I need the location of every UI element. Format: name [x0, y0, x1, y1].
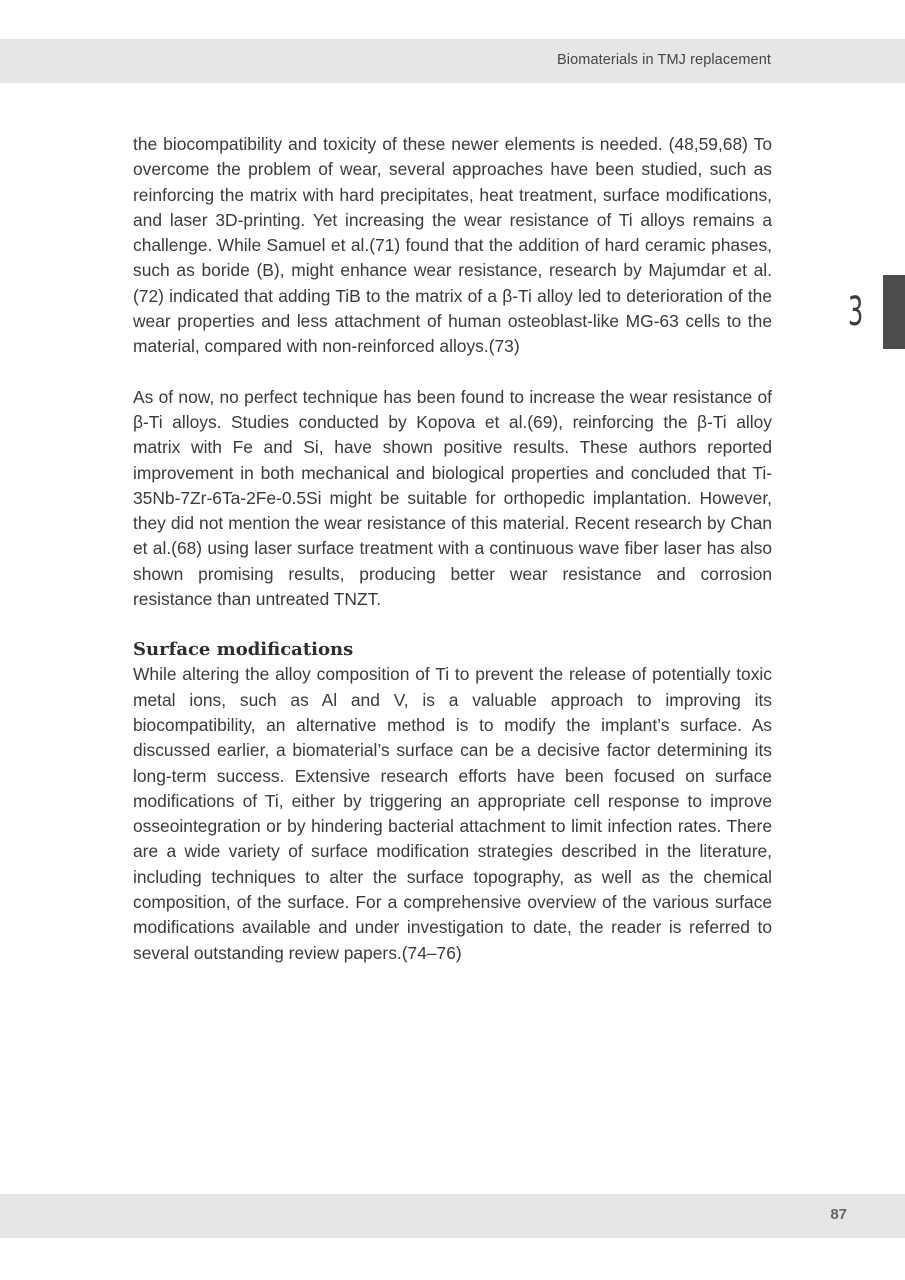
page-number: 87 — [830, 1206, 847, 1223]
section-heading: Surface modifications — [133, 639, 354, 661]
page-footer — [0, 1194, 905, 1238]
body-paragraph: While altering the alloy composition of Ti to prevent the release of potentially toxic metal ions, such as Al and V, is a valuable approach to improving its biocompatibility, an alternative method is to modify the implant’s surface. As discussed earlier, a biomaterial’s surface can be a decisive factor determining its long-term success. Extensive research efforts have been focused on surface modifications of Ti, either by triggering an appropriate cell response to improve osseointegration or by hindering bacterial attachment to limit infection rates. There are a wide variety of surface modification strategies described in the literature, including techniques to alter the surface topography, as well as the chemical composition, of the surface. For a comprehensive overview of the various surface modifications available and under investigation to date, the reader is referred to several outstanding review papers.(74–76) — [133, 664, 772, 963]
body-paragraph: the biocompatibility and toxicity of these newer elements is needed. (48,59,68) To overcome the problem of wear, several approaches have been studied, such as reinforcing the matrix with hard precipitates, heat treatment, surface modifications, and laser 3D-printing. Yet increasing the wear resistance of Ti alloys remains a challenge. While Samuel et al.(71) found that the addition of hard ceramic phases, such as boride (B), might enhance wear resistance, research by Majumdar et al.(72) indicated that adding TiB to the matrix of a β-Ti alloy led to deterioration of the wear properties and less attachment of human osteoblast-like MG-63 cells to the material, compared with non-reinforced alloys.(73) — [133, 134, 772, 357]
body-paragraph: As of now, no perfect technique has been found to increase the wear resistance of β-Ti alloys. Studies conducted by Kopova et al.(69), reinforcing the β-Ti alloy matrix with Fe and Si, have shown positive results. These authors reported improvement in both mechanical and biological properties and concluded that Ti-35Nb-7Zr-6Ta-2Fe-0.5Si might be suitable for orthopedic implantation. However, they did not mention the wear resistance of this material. Recent research by Chan et al.(68) using laser surface treatment with a continuous wave fiber laser has also shown promising results, producing better wear resistance and corrosion resistance than untreated TNZT. — [133, 386, 772, 610]
page-body — [133, 132, 772, 966]
chapter-tab-marker — [883, 275, 905, 349]
chapter-number: 3 — [848, 289, 864, 335]
running-header — [0, 39, 905, 83]
running-head-title: Biomaterials in TMJ replacement — [557, 52, 771, 68]
